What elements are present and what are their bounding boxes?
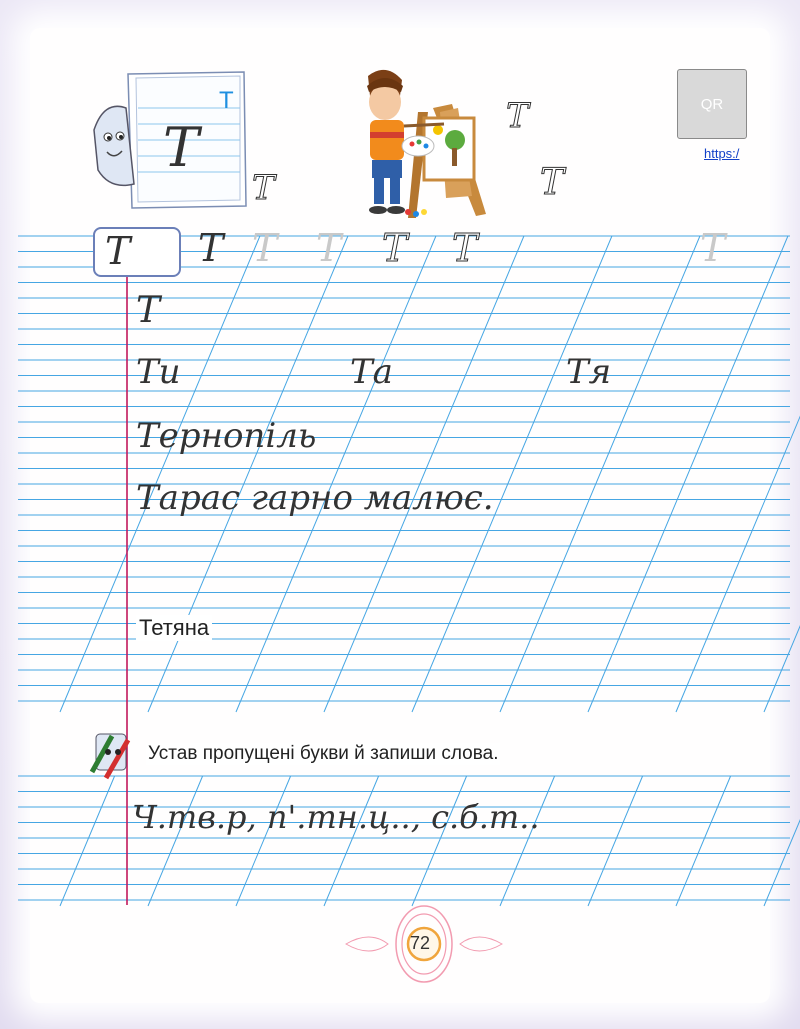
dotted-trace-letter-2: Т xyxy=(452,226,478,270)
faded-letter-end: Т xyxy=(700,226,726,270)
copy-syllable-3: Тя xyxy=(566,352,612,392)
pencil-sheet-icon xyxy=(92,734,128,778)
exercise-instruction: Устав пропущені букви й запиши слова. xyxy=(148,743,499,764)
qr-code[interactable] xyxy=(677,69,747,139)
qr-link[interactable]: https:/ xyxy=(704,146,740,161)
copy-line-1: Т xyxy=(136,290,161,331)
copy-syllable-2: Та xyxy=(350,352,393,392)
copy-syllable-1: Ти xyxy=(136,352,181,392)
qr-label: QR xyxy=(700,95,724,113)
dotted-letter-2: Т xyxy=(506,96,529,136)
dotted-trace-letter-1: Т xyxy=(382,226,408,270)
faded-letter-2: Т xyxy=(316,226,342,270)
page-number: 72 xyxy=(410,933,431,953)
sample-letter-in-box: Т xyxy=(105,229,131,273)
boy-painting-illustration xyxy=(367,70,486,218)
sample-letter-box xyxy=(93,227,181,277)
copy-sentence: Тарас гарно малює. xyxy=(136,478,494,518)
card-letter: Т xyxy=(219,87,234,114)
faded-letter-1: Т xyxy=(252,226,278,270)
exercise-words: Ч.тв.р, п'.тн.ц.., с.б.т.. xyxy=(132,798,540,836)
dotted-letter-3: Т xyxy=(540,162,565,203)
sample-letter: Т xyxy=(198,226,224,270)
name-prompt: Тетяна xyxy=(136,615,212,641)
big-script-letter: Т xyxy=(163,116,200,179)
dotted-letter-1: Т xyxy=(252,168,275,208)
copy-word: Тернопіль xyxy=(136,416,317,456)
